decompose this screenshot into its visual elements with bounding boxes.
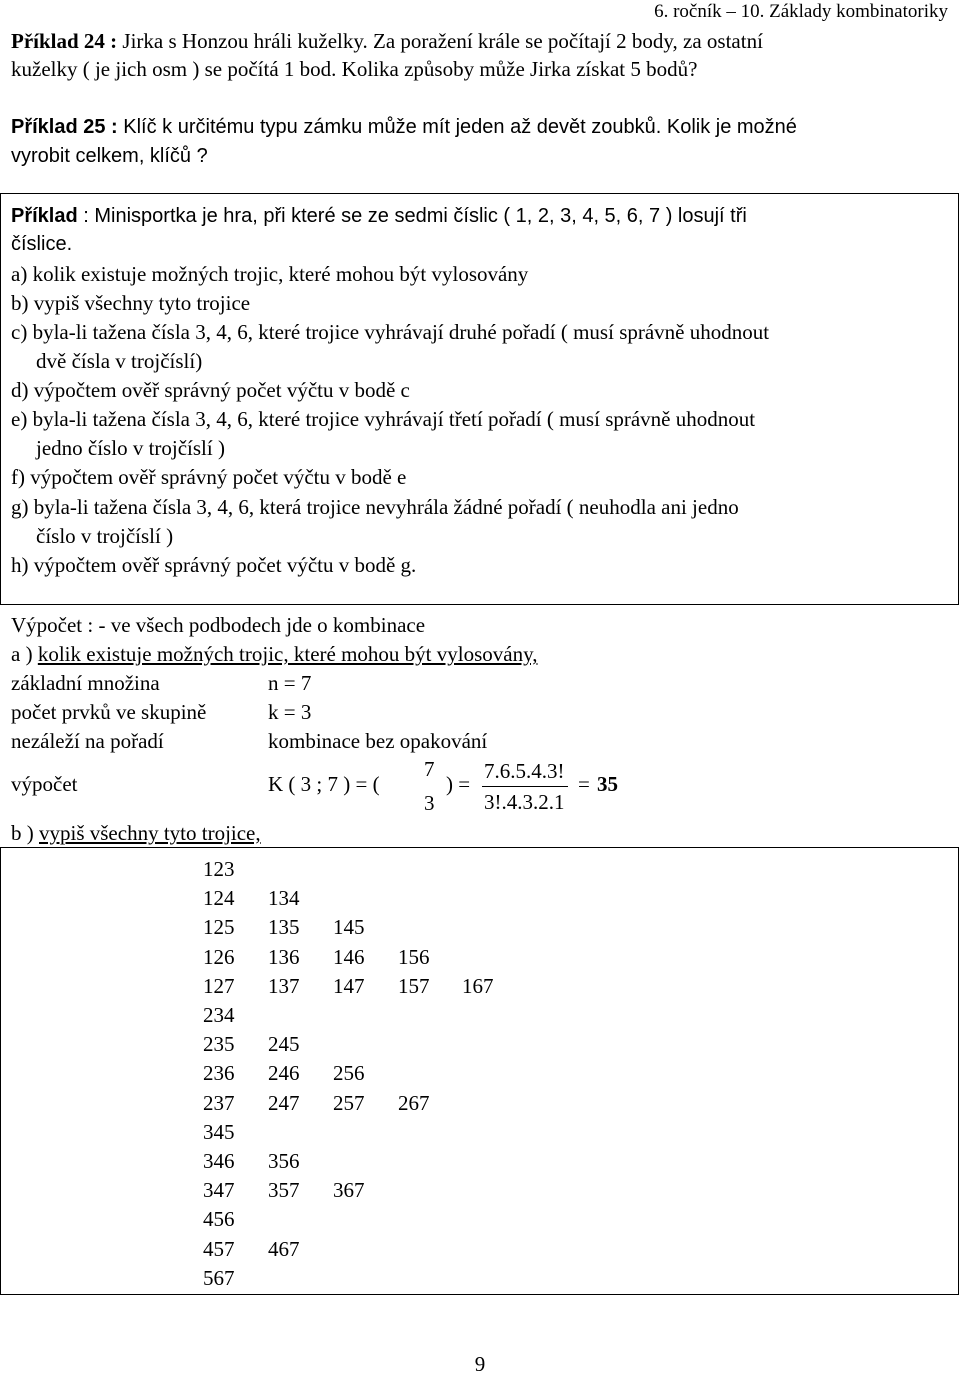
combination-item: 247 xyxy=(268,1090,300,1115)
ex26-item-a: a) kolik existuje možných trojic, které mohou být vylosovány xyxy=(11,262,529,286)
frac-numerator: 7.6.5.4.3! xyxy=(484,759,565,783)
combination-item: 125 xyxy=(203,915,235,940)
combination-item: 146 xyxy=(333,944,365,969)
combination-item: 167 xyxy=(462,973,494,998)
ex26-item-f: f) výpočtem ověř správný počet výčtu v bodě e xyxy=(11,465,407,489)
ex26-item-h: h) výpočtem ověř správný počet výčtu v bodě g. xyxy=(11,553,417,577)
combination-item: 256 xyxy=(333,1061,365,1086)
combination-item: 127 xyxy=(203,973,235,998)
combination-item: 346 xyxy=(203,1149,235,1173)
solution-b: b ) vypiš všechny tyto trojice, xyxy=(11,821,261,845)
solution-intro: Výpočet : - ve všech podbodech jde o kombinace xyxy=(11,613,426,637)
calc-label: výpočet xyxy=(11,772,78,796)
combination-item: 156 xyxy=(398,944,430,969)
solution-a: a ) kolik existuje možných trojic, které mohou být vylosovány, xyxy=(11,642,538,666)
ex26-item-e: e) byla-li tažena čísla 3, 4, 6, které trojice vyhrávají třetí pořadí ( musí správně uhodnout xyxy=(11,407,756,431)
ex26-item-d: d) výpočtem ověř správný počet výčtu v bodě c xyxy=(11,378,410,402)
row-set-value: n = 7 xyxy=(268,671,312,695)
combination-item: 347 xyxy=(203,1178,235,1203)
ex26-item-e-cont: jedno číslo v trojčíslí ) xyxy=(36,436,225,460)
ex25-line1: Příklad 25 : Klíč k určitému typu zámku může mít jeden až devět zoubků. Kolik je možné xyxy=(11,116,797,138)
ex25-label: Příklad 25 : xyxy=(11,116,118,138)
binom-bottom: 3 xyxy=(424,791,435,815)
row-order: nezáleží na pořadí xyxy=(11,729,164,753)
combination-item: 457 xyxy=(203,1236,235,1261)
row-set: základní množina xyxy=(11,671,160,695)
combination-item: 137 xyxy=(268,973,300,998)
ex26-label: Příklad xyxy=(11,205,78,227)
combination-item: 135 xyxy=(268,915,300,940)
frac-denominator: 3!.4.3.2.1 xyxy=(484,790,565,814)
combination-item: 157 xyxy=(398,973,430,998)
combination-item: 567 xyxy=(203,1265,235,1290)
combination-item: 356 xyxy=(268,1149,300,1173)
combination-item: 357 xyxy=(268,1178,300,1203)
combination-item: 467 xyxy=(268,1236,300,1261)
fraction-bar xyxy=(482,786,568,787)
combination-item: 246 xyxy=(268,1061,300,1086)
combination-item: 126 xyxy=(203,944,235,969)
combination-item: 123 xyxy=(203,857,235,881)
ex24-line2: kuželky ( je jich osm ) se počítá 1 bod. Kolika způsoby může Jirka získat 5 bodů? xyxy=(11,57,698,81)
ex26-item-c-cont: dvě čísla v trojčíslí) xyxy=(36,349,203,373)
calc-eq: ) = xyxy=(446,772,471,796)
combination-item: 245 xyxy=(268,1032,300,1057)
ex26-item-g: g) byla-li tažena čísla 3, 4, 6, která trojice nevyhrála žádné pořadí ( neuhodla ani jedno xyxy=(11,495,739,519)
combination-item: 134 xyxy=(268,886,300,911)
page-number: 9 xyxy=(474,1352,486,1376)
ex26-line1: Příklad : Minisportka je hra, při které se ze sedmi číslic ( 1, 2, 3, 4, 5, 6, 7 ) losují tři xyxy=(11,205,747,227)
ex24-label: Příklad 24 : xyxy=(11,29,118,53)
ex26-item-g-cont: číslo v trojčíslí ) xyxy=(36,524,174,548)
calc-result-eq: = xyxy=(578,772,590,796)
calc-expression: K ( 3 ; 7 ) = ( xyxy=(268,772,380,796)
combination-item: 124 xyxy=(203,886,235,911)
ex26-item-c: c) byla-li tažena čísla 3, 4, 6, které trojice vyhrávají druhé pořadí ( musí správně uhodnout xyxy=(11,320,770,344)
combination-item: 147 xyxy=(333,973,365,998)
combination-item: 236 xyxy=(203,1061,235,1086)
combinations-box xyxy=(0,847,959,1295)
ex26-line2: číslice. xyxy=(11,233,73,255)
combination-item: 456 xyxy=(203,1207,235,1232)
combination-item: 145 xyxy=(333,915,365,940)
row-order-value: kombinace bez opakování xyxy=(268,729,488,753)
page-header: 6. ročník – 10. Základy kombinatoriky xyxy=(654,1,948,22)
calc-result: 35 xyxy=(597,772,618,796)
ex24-line1: Příklad 24 : Jirka s Honzou hráli kuželky. Za poražení krále se počítají 2 body, za ostatní xyxy=(11,29,763,53)
combination-item: 136 xyxy=(268,944,300,969)
combination-item: 234 xyxy=(203,1003,235,1027)
combination-item: 257 xyxy=(333,1090,365,1115)
row-group-value: k = 3 xyxy=(268,700,312,724)
ex25-line2: vyrobit celkem, klíčů ? xyxy=(11,145,208,167)
combination-item: 345 xyxy=(203,1119,235,1144)
row-group: počet prvků ve skupině xyxy=(11,700,207,724)
binom-top: 7 xyxy=(424,757,435,781)
combination-item: 237 xyxy=(203,1090,235,1115)
combination-item: 267 xyxy=(398,1090,430,1115)
combination-item: 235 xyxy=(203,1032,235,1057)
ex26-item-b: b) vypiš všechny tyto trojice xyxy=(11,291,251,315)
combination-item: 367 xyxy=(333,1178,365,1203)
